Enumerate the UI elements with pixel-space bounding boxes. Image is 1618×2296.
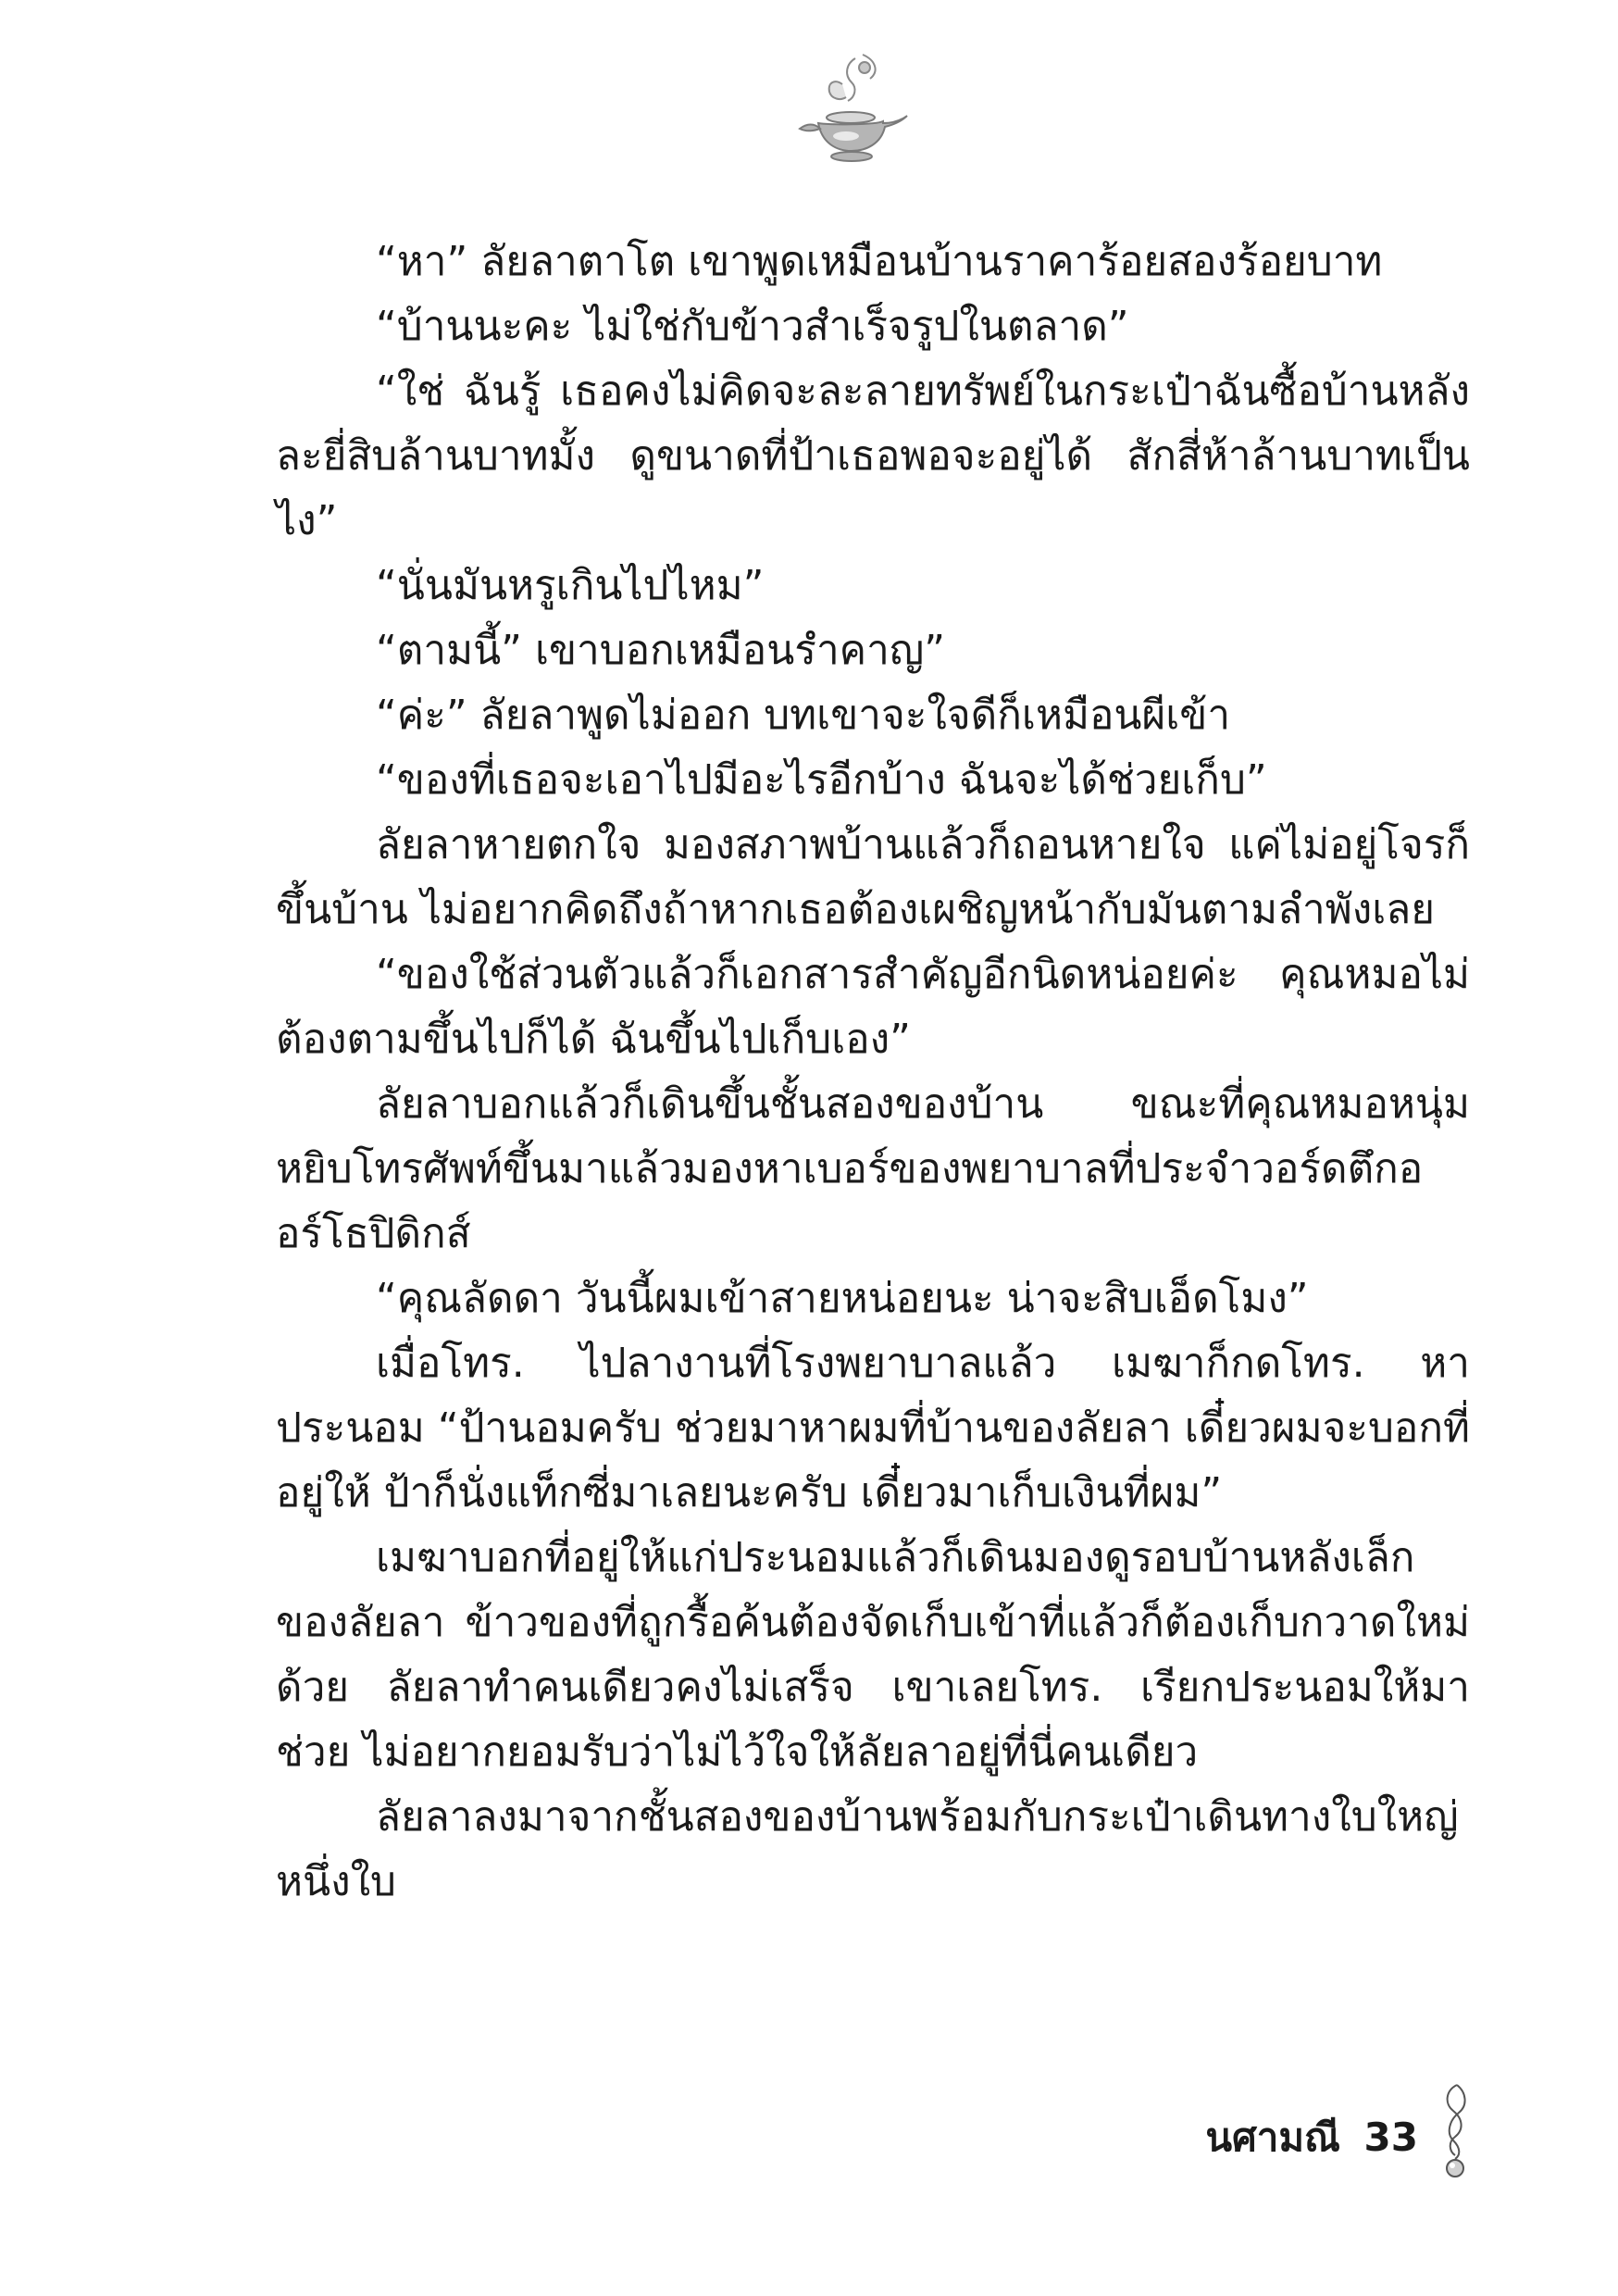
paragraph: ลัยลาบอกแล้วก็เดินขึ้นชั้นสองของบ้าน ขณะที่คุณหมอหนุ่มหยิบโทรศัพท์ขึ้นมาแล้วมองหาเบอร์ของพยาบาลที่ประจำวอร์ดตึกออร์โธปิดิกส์ [276,1080,1470,1257]
page-footer [1092,2081,1481,2192]
paragraph: เมฆาบอกที่อยู่ให้แก่ประนอมแล้วก็เดินมองดูรอบบ้านหลังเล็กของลัยลา ข้าวของที่ถูกรื้อค้นต้องจัดเก็บเข้าที่แล้วก็ต้องเก็บกวาดใหม่ด้วย ลัยลาทำคนเดียวคงไม่เสร็จ เขาเลยโทร. เรียกประนอมให้มาช่วย ไม่อยากยอมรับว่าไม่ไว้ใจให้ลัยลาอยู่ที่นี่คนเดียว [276,1534,1470,1776]
body-text [276,230,1470,1915]
running-title: นศามณี [1205,2115,1340,2160]
paragraph: “ค่ะ” ลัยลาพูดไม่ออก บทเขาจะใจดีก็เหมือนผีเข้า [376,692,1231,739]
paragraph: “คุณลัดดา วันนี้ผมเข้าสายหน่อยนะ น่าจะสิบเอ็ดโมง” [376,1275,1309,1322]
paragraph: “ของที่เธอจะเอาไปมีอะไรอีกบ้าง ฉันจะได้ช่วยเก็บ” [376,756,1267,804]
pendant-icon [1425,2081,1481,2192]
paragraph: “นั่นมันหรูเกินไปไหม” [376,562,765,609]
paragraph: ลัยลาหายตกใจ มองสภาพบ้านแล้วก็ถอนหายใจ แค่ไม่อยู่โจรก็ขึ้นบ้าน ไม่อยากคิดถึงถ้าหากเธอต้องเผชิญหน้ากับมันตามลำพังเลย [276,821,1470,933]
paragraph: “บ้านนะคะ ไม่ใช่กับข้าวสำเร็จรูปในตลาด” [376,303,1129,350]
genie-lamp-icon [790,51,911,167]
paragraph: “ตามนี้” เขาบอกเหมือนรำคาญ” [376,627,946,674]
paragraph: “ใช่ ฉันรู้ เธอคงไม่คิดจะละลายทรัพย์ในกระเป๋าฉันซื้อบ้านหลังละยี่สิบล้านบาทมั้ง ดูขนาดที่ป้าเธอพอจะอยู่ได้ สักสี่ห้าล้านบาทเป็นไง” [276,368,1470,544]
paragraph: “ของใช้ส่วนตัวแล้วก็เอกสารสำคัญอีกนิดหน่อยค่ะ คุณหมอไม่ต้องตามขึ้นไปก็ได้ ฉันขึ้นไปเก็บเอง” [276,951,1470,1063]
paragraph: ลัยลาลงมาจากชั้นสองของบ้านพร้อมกับกระเป๋าเดินทางใบใหญ่หนึ่งใบ [276,1793,1459,1905]
paragraph: “หา” ลัยลาตาโต เขาพูดเหมือนบ้านราคาร้อยสองร้อยบาท [376,238,1383,285]
paragraph: เมื่อโทร. ไปลางานที่โรงพยาบาลแล้ว เมฆาก็กดโทร. หาประนอม “ป้านอมครับ ช่วยมาหาผมที่บ้านของลัยลา เดี๋ยวผมจะบอกที่อยู่ให้ ป้าก็นั่งแท็กซี่มาเลยนะครับ เดี๋ยวมาเก็บเงินที่ผม” [276,1340,1470,1516]
page-number: 33 [1363,2115,1418,2160]
